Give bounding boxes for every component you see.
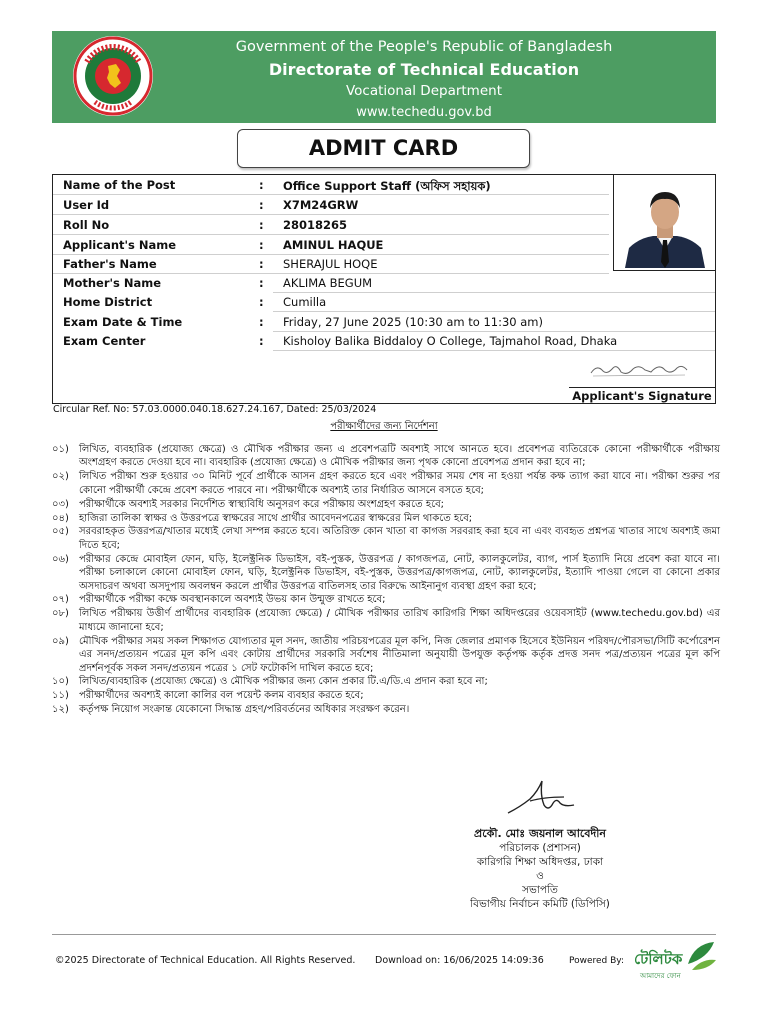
field-value: Friday, 27 June 2025 (10:30 am to 11:30 am): [283, 315, 543, 329]
website-url: www.techedu.gov.bd: [356, 105, 492, 120]
instruction-text: পরীক্ষার্থীদের অবশ্যই কালো কালির বল পয়েন্ট কলম ব্যবহার করতে হবে;: [79, 690, 364, 702]
field-label: Home District: [63, 295, 153, 309]
authority-designation: পরিচালক (প্রশাসন): [499, 842, 581, 854]
instruction-number: ১১): [52, 690, 69, 702]
instructions-heading: পরীক্ষার্থীদের জন্য নির্দেশনা: [330, 421, 438, 432]
instruction-text: কর্তৃপক্ষ নিয়োগ সংক্রান্ত যেকোনো সিদ্ধান্ত গ্রহণ/পরিবর্তনের অধিকার সংরক্ষণ করেন।: [79, 704, 410, 716]
teletalk-tagline: আমাদের ফোন: [640, 972, 681, 980]
field-value: SHERAJUL HOQE: [283, 257, 378, 271]
instruction-number: ০৩): [52, 498, 69, 510]
instruction-text: পরীক্ষার্থীকে পরীক্ষা কক্ষে অবস্থানকালে অবশ্যই উভয় কান উন্মুক্ত রাখতে হবে;: [79, 594, 386, 606]
info-row-exam-date: [53, 312, 715, 332]
field-label: Name of the Post: [63, 178, 176, 192]
instruction-item: [52, 675, 720, 688]
instruction-text: লিখিত, ব্যবহারিক (প্রযোজ্য ক্ষেত্রে) ও মৌখিক পরীক্ষার জন্য এ প্রবেশপত্রটি অবশ্যই সাথে আনতে হবে। প্রবেশপত্র ব্যতিরেকে কোনো পরীক্ষার্থীকে পরীক্ষায় অংশগ্রহণ করতে দেওয়া হবে না। ব্যবহারিক (প্রযোজ্য ক্ষেত্রে) ও মৌখিক পরীক্ষার জন্য পৃথক কোনো প্রবেশপত্র প্রদান করা হবে না;: [79, 444, 720, 469]
footer-divider: [52, 934, 716, 935]
authority-name: প্রকৌ. মোঃ জয়নাল আবেদীন: [474, 827, 606, 840]
instruction-number: ০৪): [52, 512, 69, 524]
applicant-signature-image: [587, 358, 691, 380]
powered-by-label: Powered By:: [569, 956, 625, 966]
field-colon: :: [259, 257, 264, 271]
instruction-item: [52, 703, 720, 716]
instruction-item: [52, 689, 720, 702]
teletalk-logo: [632, 940, 716, 984]
copyright-text: ©2025 Directorate of Technical Education. All Rights Reserved.: [55, 955, 356, 966]
instruction-text: সরবরাহকৃত উত্তরপত্র/খাতার মধ্যেই লেখা সম্পন্ন করতে হবে। অতিরিক্ত কোন খাতা বা কাগজ সরবরাহ করা হবে না এবং ব্যবহৃত প্রশ্নপত্র খাতার সাথে অবশ্যই জমা দিতে হবে;: [79, 526, 720, 551]
authority-office: কারিগরি শিক্ষা অধিদপ্তর, ঢাকা: [476, 856, 604, 868]
info-row-exam-center: [53, 331, 715, 351]
field-value: Kisholoy Balika Biddaloy O College, Tajmahol Road, Dhaka: [283, 334, 618, 348]
instruction-text: পরীক্ষার কেন্দ্রে মোবাইল ফোন, ঘড়ি, ইলেক্ট্রনিক ডিভাইস, বই-পুস্তক, উত্তরপত্র / কাগজপত্র, নোট, ক্যালকুলেটর, ব্যাগ, পার্স ইত্যাদি নিয়ে প্রবেশ করা যাবে না। পরীক্ষা চলাকালে কোনো মোবাইল ফোন, ঘড়ি, ইলেক্ট্রনিক ডিভাইস, বই-পুস্তক, উত্তরপত্র/কাগজপত্র, নোট, ক্যালকুলেটর, ইত্যাদি পাওয়া গেলে বা কোনো প্রকার অসদাচরণ অথবা অসদুপায় অবলম্বন করলে প্রার্থীর উত্তরপত্র বাতিলসহ তার বিরুদ্ধে আইনানুগ ব্যবস্থা গ্রহণ করা হবে;: [79, 553, 720, 592]
instruction-item: [52, 593, 720, 606]
field-colon: :: [259, 178, 264, 192]
circular-reference: Circular Ref. No: 57.03.0000.040.18.627.24.167, Dated: 25/03/2024: [53, 404, 377, 415]
authority-signature-image: [500, 775, 580, 819]
instruction-item: [52, 525, 720, 552]
field-colon: :: [259, 276, 264, 290]
instruction-number: ০৫): [52, 526, 69, 538]
instruction-text: লিখিত পরীক্ষা শুরু হওয়ার ৩০ মিনিট পূর্বে প্রার্থীকে আসন গ্রহণ করতে হবে এবং পরীক্ষার সময় শেষ না হওয়া পর্যন্ত কক্ষ ত্যাগ করা যাবে না। পরীক্ষা শুরুর পর কোনো পরীক্ষার্থী কেন্দ্রে প্রবেশ করতে পারবে না। পরীক্ষার্থীকে অবশ্যই তার নির্ধারিত আসনে বসতে হবে;: [79, 471, 720, 496]
teletalk-brand: টেলিটক: [634, 950, 683, 968]
instruction-number: ১০): [52, 676, 69, 688]
department-name: Vocational Department: [345, 83, 502, 99]
instruction-text: পরীক্ষার্থীকে অবশ্যই সরকার নির্দেশিত স্বাস্থ্যবিধি অনুসরণ করে পরীক্ষায় অংশগ্রহণ করতে হবে;: [79, 498, 445, 510]
applicant-signature-label: Applicant's Signature: [569, 387, 715, 404]
field-label: Exam Center: [63, 334, 146, 348]
field-label: Applicant's Name: [63, 238, 177, 252]
instruction-number: ০১): [52, 444, 69, 455]
field-colon: :: [259, 198, 264, 212]
field-colon: :: [259, 334, 264, 348]
instruction-item: [52, 443, 720, 470]
applicant-photo: [613, 175, 715, 271]
field-value: AKLIMA BEGUM: [283, 276, 373, 290]
info-row-mother-name: [53, 273, 715, 293]
header-banner: [52, 31, 716, 123]
authority-conjunction: ও: [536, 870, 544, 882]
instructions-list: [52, 443, 720, 717]
field-colon: :: [259, 238, 264, 252]
admit-card-title: ADMIT CARD: [237, 129, 530, 168]
field-value: 28018265: [283, 218, 348, 232]
field-value: Cumilla: [283, 295, 327, 309]
field-label: Mother's Name: [63, 276, 162, 290]
government-name: Government of the People's Republic of Bangladesh: [235, 39, 613, 55]
field-value: AMINUL HAQUE: [283, 238, 384, 252]
field-label: Exam Date & Time: [63, 315, 183, 329]
field-label: Roll No: [63, 218, 110, 232]
info-row-home-district: [53, 292, 715, 312]
instruction-number: ১২): [52, 704, 69, 716]
authority-signature-block: [440, 775, 640, 911]
instruction-text: হাজিরা তালিকা স্বাক্ষর ও উত্তরপত্রে স্বাক্ষরের সাথে প্রার্থীর আবেদনপত্রের স্বাক্ষরের মিল থাকতে হবে;: [79, 512, 473, 524]
instruction-item: [52, 470, 720, 497]
instruction-item: [52, 498, 720, 511]
field-label: Father's Name: [63, 257, 157, 271]
authority-committee: বিভাগীয় নির্বাচন কমিটি (ডিপিসি): [470, 898, 610, 910]
instruction-item: [52, 553, 720, 593]
field-label: User Id: [63, 198, 110, 212]
instruction-number: ০২): [52, 471, 69, 483]
download-timestamp: Download on: 16/06/2025 14:09:36: [375, 955, 544, 966]
field-colon: :: [259, 295, 264, 309]
instruction-item: [52, 607, 720, 634]
instruction-text: মৌখিক পরীক্ষার সময় সকল শিক্ষাগত যোগ্যতার মূল সনদ, জাতীয় পরিচয়পত্রের মূল কপি, নিজ জেলার প্রমাণক হিসেবে ইউনিয়ন পরিষদ/পৌরসভা/সিটি কর্পোরেশন এর সনদ/প্রত্যয়ন পত্রের মূল কপি এবং কোটায় প্রার্থীদের সরকারি সর্বশেষ নীতিমালা অনুযায়ী উপযুক্ত কর্তৃপক্ষ কর্তৃক প্রদত্ত সনদ পত্র/প্রত্যয়ন পত্রের মূল কপি প্রদর্শনপূর্বক সকল সনদ/প্রত্যয়ন পত্রের ১ সেট ফটোকপি দাখিল করতে হবে;: [79, 635, 720, 674]
field-colon: :: [259, 315, 264, 329]
instruction-number: ০৯): [52, 635, 69, 647]
field-colon: :: [259, 218, 264, 232]
instruction-number: ০৬): [52, 553, 69, 565]
field-value: Office Support Staff (অফিস সহায়ক): [283, 179, 491, 193]
instruction-number: ০৮): [52, 608, 69, 620]
instruction-item: [52, 635, 720, 675]
field-value: X7M24GRW: [283, 198, 359, 212]
applicant-info-box: [52, 174, 716, 404]
directorate-name: Directorate of Technical Education: [268, 60, 580, 79]
instruction-item: [52, 512, 720, 525]
authority-role: সভাপতি: [522, 884, 558, 896]
instruction-number: ০৭): [52, 594, 69, 606]
applicant-portrait-icon: [619, 182, 711, 268]
instruction-text: লিখিত পরীক্ষায় উত্তীর্ণ প্রার্থীদের ব্যবহারিক (প্রযোজ্য ক্ষেত্রে) / মৌখিক পরীক্ষার তারিখ কারিগরি শিক্ষা অধিদপ্তরের ওয়েবসাইট (www.techedu.gov.bd) এর মাধ্যমে জানানো হবে;: [79, 608, 720, 633]
instruction-text: লিখিত/ব্যবহারিক (প্রযোজ্য ক্ষেত্রে) ও মৌখিক পরীক্ষার জন্য কোন প্রকার টি.এ/ডি.এ প্রদান করা হবে না;: [79, 676, 488, 688]
